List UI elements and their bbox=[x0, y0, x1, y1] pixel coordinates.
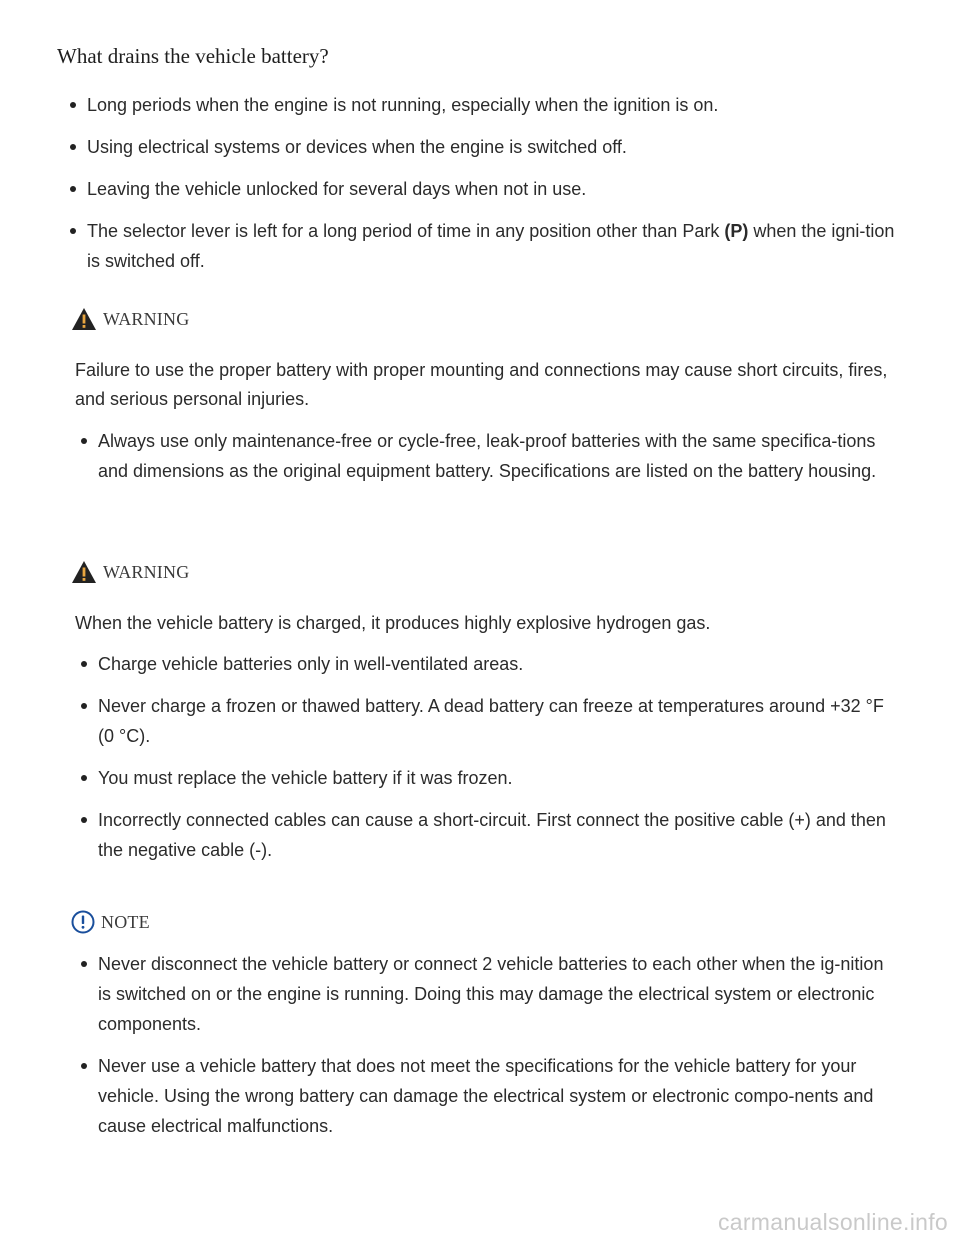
warning-paragraph: Failure to use the proper battery with proper mounting and connections may cause short circuits, fires, and serious personal injuries. bbox=[75, 360, 888, 409]
watermark: carmanualsonline.info bbox=[717, 1209, 948, 1235]
battery-drain-list bbox=[87, 90, 907, 288]
list-item: Using electrical systems or devices when the engine is switched off. bbox=[87, 132, 907, 162]
list-item: Never charge a frozen or thawed battery. A dead battery can freeze at temperatures around +32 °F (0 °C). bbox=[98, 691, 898, 751]
list-item: Never use a vehicle battery that does not meet the specifications for the vehicle battery for your vehicle. Using the wrong battery can damage the electrical system or electronic compo-nents and cause electrical malfunctions. bbox=[98, 1051, 898, 1141]
warning-heading bbox=[71, 560, 189, 584]
page-title: What drains the vehicle battery? bbox=[57, 44, 329, 68]
list-item: Charge vehicle batteries only in well-ventilated areas. bbox=[98, 649, 898, 679]
note-title: NOTE bbox=[101, 911, 150, 932]
list-item: Long periods when the engine is not running, especially when the ignition is on. bbox=[87, 90, 907, 120]
list-item-text: when the igni-tion is switched off. bbox=[87, 221, 895, 271]
list-item-text: The selector lever is left for a long period of time in any position other than Park bbox=[87, 221, 725, 241]
note-list bbox=[98, 949, 898, 1153]
list-item: You must replace the vehicle battery if it was frozen. bbox=[98, 763, 898, 793]
note-heading bbox=[71, 910, 150, 934]
list-item bbox=[87, 216, 907, 276]
warning-heading bbox=[71, 307, 189, 331]
warning-icon bbox=[71, 307, 97, 331]
warning-title: WARNING bbox=[103, 561, 190, 582]
park-position-label: (P) bbox=[724, 221, 749, 241]
list-item: Leaving the vehicle unlocked for several days when not in use. bbox=[87, 174, 907, 204]
warning-list bbox=[98, 426, 898, 498]
warning-title: WARNING bbox=[103, 308, 190, 329]
exclamation-circle-icon bbox=[71, 910, 95, 934]
warning-list bbox=[98, 649, 898, 877]
warning-icon bbox=[71, 560, 97, 584]
warning-paragraph: When the vehicle battery is charged, it produces highly explosive hydrogen gas. bbox=[75, 613, 711, 633]
list-item: Never disconnect the vehicle battery or connect 2 vehicle batteries to each other when the ig-nition is switched on or the engine is running. Doing this may damage the electrical system or electronic components. bbox=[98, 949, 898, 1039]
list-item: Always use only maintenance-free or cycle-free, leak-proof batteries with the same specifica-tions and dimensions as the original equipment battery. Specifications are listed on the battery housing. bbox=[98, 426, 898, 486]
list-item: Incorrectly connected cables can cause a short-circuit. First connect the positive cable (+) and then the negative cable (-). bbox=[98, 805, 898, 865]
